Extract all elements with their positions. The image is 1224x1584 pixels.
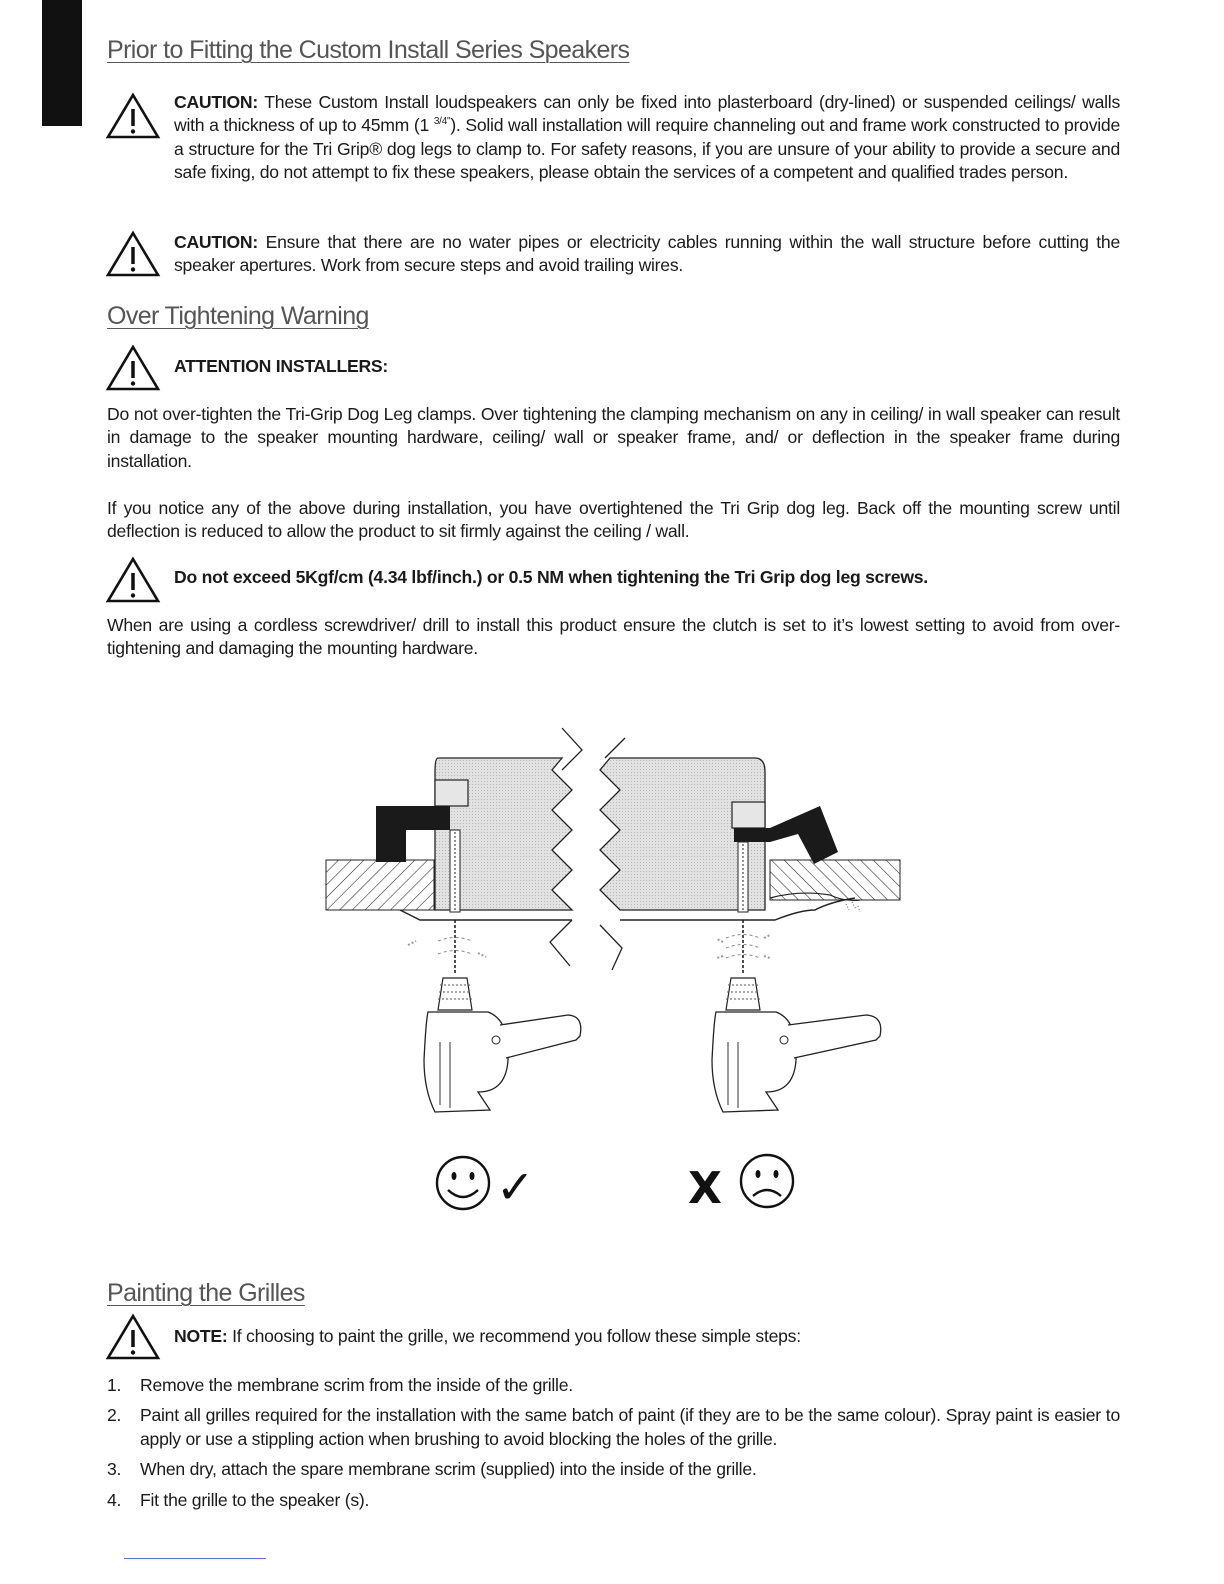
drill-left xyxy=(424,978,581,1112)
warning-triangle-icon xyxy=(105,1313,161,1361)
note-text: If choosing to paint the grille, we recommend you follow these simple steps: xyxy=(227,1326,801,1346)
caution-paragraph-fixing xyxy=(174,91,1120,185)
correct-installation xyxy=(326,728,582,1214)
caution-paragraph-pipes xyxy=(174,231,1120,278)
caution-label: CAUTION: xyxy=(174,92,259,112)
cross-mark-icon: X xyxy=(688,1163,722,1214)
painting-steps-list xyxy=(107,1374,1120,1519)
list-item xyxy=(107,1489,1120,1512)
overtightened-installation xyxy=(600,738,900,1214)
tightening-diagram xyxy=(300,720,920,1220)
sad-face-icon xyxy=(741,1155,793,1207)
caution-sup: 3/4" xyxy=(433,116,451,128)
list-item xyxy=(107,1404,1120,1451)
warning-triangle-icon xyxy=(105,344,161,392)
heading-prior-to-fitting: Prior to Fitting the Custom Install Series Speakers xyxy=(107,36,630,64)
footer-rule xyxy=(124,1558,266,1559)
attention-label: ATTENTION INSTALLERS: xyxy=(174,356,389,376)
overtightened-paragraph: If you notice any of the above during installation, you have overtightened the Tri Grip dog leg. Back off the mounting screw until deflection is reduced to allow the product to sit firmly against the ceiling / wall. xyxy=(107,498,1120,542)
heading-over-tightening: Over Tightening Warning xyxy=(107,302,369,330)
step-text: Fit the grille to the speaker (s). xyxy=(140,1489,370,1510)
warning-triangle-icon xyxy=(105,92,161,140)
smiley-face-icon xyxy=(437,1157,489,1209)
list-item xyxy=(107,1458,1120,1481)
caution-label: CAUTION: xyxy=(174,232,259,252)
step-number: 4. xyxy=(107,1489,122,1510)
warning-triangle-icon xyxy=(105,556,161,604)
over-tighten-paragraph: Do not over-tighten the Tri-Grip Dog Leg clamps. Over tightening the clamping mechanism on any in ceiling/ in wall speaker can result in damage to the speaker mounting hardware, ceiling/ wall or speaker frame, and/ or deflection in the speaker frame during installation. xyxy=(107,404,1120,471)
list-item xyxy=(107,1374,1120,1397)
check-mark-icon: ✓ xyxy=(496,1160,535,1214)
caution-text: Ensure that there are no water pipes or electricity cables running within the wall structure before cutting the speaker apertures. Work from secure steps and avoid trailing wires. xyxy=(174,232,1120,276)
note-paragraph xyxy=(174,1325,1120,1348)
step-number: 2. xyxy=(107,1405,122,1426)
step-text: Paint all grilles required for the installation with the same batch of paint (if they are to be the same colour). Spray paint is easier to apply or use a stippling action when brushing to avoid blocking the holes of the grille. xyxy=(140,1405,1120,1449)
step-number: 3. xyxy=(107,1459,122,1480)
note-label: NOTE: xyxy=(174,1326,228,1346)
step-text: When dry, attach the spare membrane scrim (supplied) into the inside of the grille. xyxy=(140,1459,757,1480)
torque-warning-text: Do not exceed 5Kgf/cm (4.34 lbf/inch.) or 0.5 NM when tightening the Tri Grip dog leg screws. xyxy=(174,567,928,587)
caution-text-a: These Custom Install loudspeakers can only be fixed into plasterboard (dry-lined) or suspended ceilings/ walls with a thickness of up to 45mm (1 xyxy=(174,92,1120,136)
torque-warning xyxy=(174,566,1120,589)
warning-triangle-icon xyxy=(105,230,161,278)
drill-right xyxy=(712,978,881,1112)
attention-installers xyxy=(174,355,1120,378)
step-text: Remove the membrane scrim from the inside of the grille. xyxy=(140,1375,573,1395)
screwdriver-paragraph: When are using a cordless screwdriver/ drill to install this product ensure the clutch is set to it’s lowest setting to avoid from over-tightening and damaging the mounting hardware. xyxy=(107,615,1120,659)
heading-painting-grilles: Painting the Grilles xyxy=(107,1279,305,1307)
caution-text-b: ). Solid wall installation will require channeling out and frame work constructed to provide a structure for the Tri Grip® dog legs to clamp to. For safety reasons, if you are unsure of your ability to provide a secure and safe fixing, do not attempt to fix these speakers, please obtain the services of a competent and qualified trades person. xyxy=(174,115,1120,183)
step-number: 1. xyxy=(107,1375,122,1395)
page-edge-tab xyxy=(42,0,82,126)
